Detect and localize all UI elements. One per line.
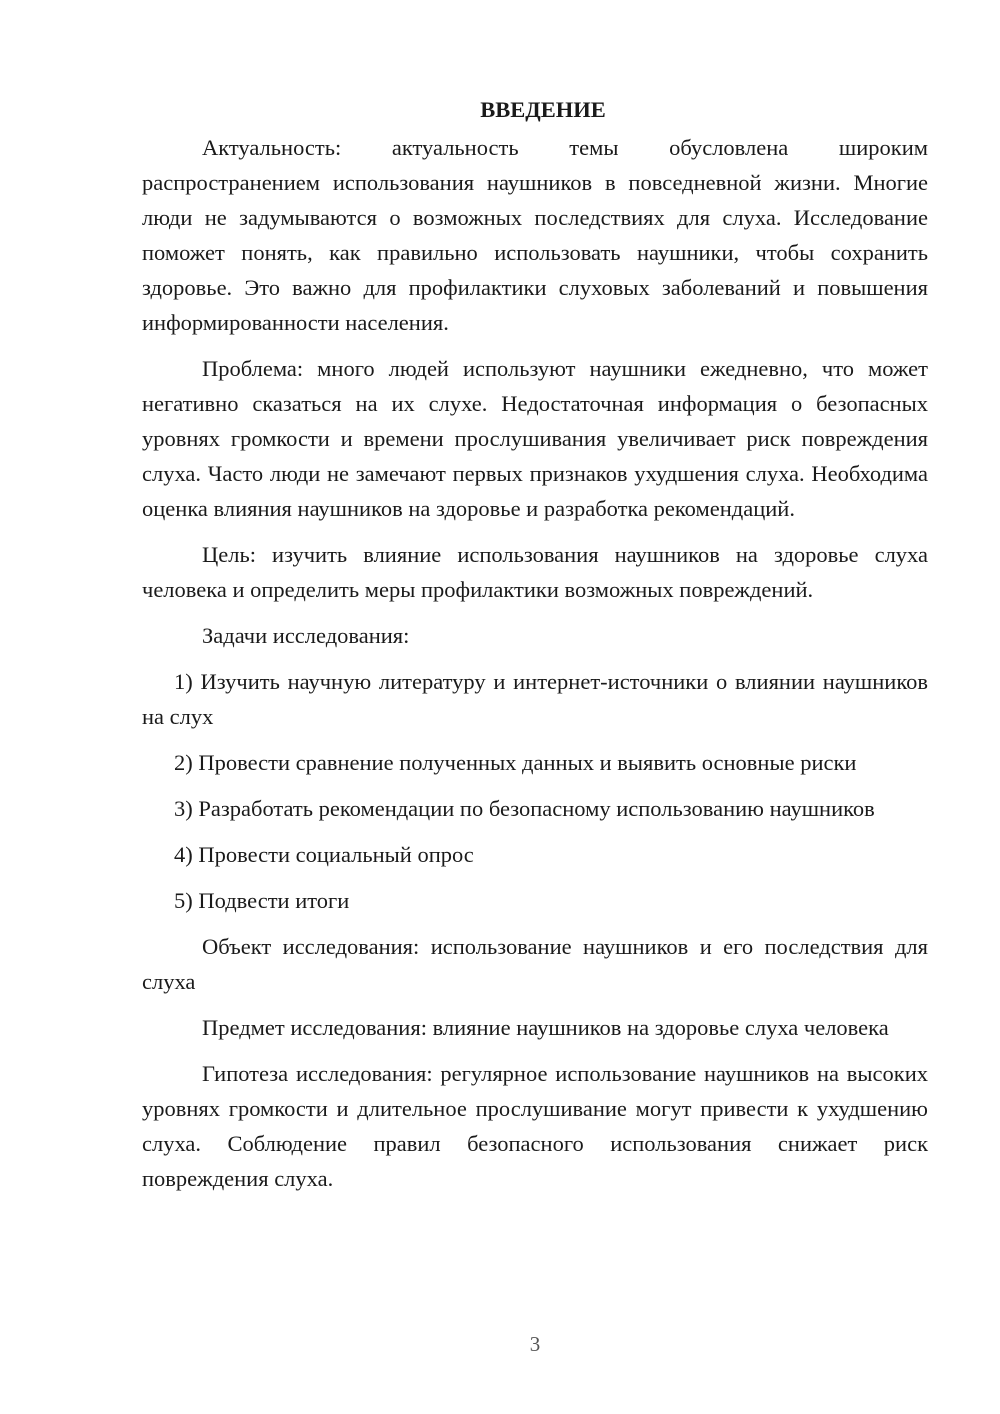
- relevance-paragraph: Актуальность: актуальность темы обусловлена широким распространением использования наушников в повседневной жизни. Многие люди не задумываются о возможных последствиях для слуха. Исследование поможет понять, как правильно использовать наушники, чтобы сохранить здоровье. Это важно для профилактики слуховых заболеваний и повышения информированности населения.: [142, 135, 928, 335]
- task-item-3: 3) Разработать рекомендации по безопасному использованию наушников: [174, 796, 875, 821]
- hypothesis-paragraph: Гипотеза исследования: регулярное использование наушников на высоких уровнях громкости и длительное прослушивание могут привести к ухудшению слуха. Соблюдение правил безопасного использования снижает риск повреждения слуха.: [142, 1061, 928, 1191]
- goal-paragraph: Цель: изучить влияние использования наушников на здоровье слуха человека и определить меры профилактики возможных повреждений.: [142, 542, 928, 602]
- task-item-1: 1) Изучить научную литературу и интернет-источники о влиянии наушников на слух: [142, 669, 928, 729]
- document-body: [142, 92, 928, 1207]
- task-item-5: 5) Подвести итоги: [174, 888, 350, 913]
- section-title: ВВЕДЕНИЕ: [480, 97, 606, 122]
- subject-paragraph: Предмет исследования: влияние наушников на здоровье слуха человека: [202, 1015, 889, 1040]
- problem-paragraph: Проблема: много людей используют наушники ежедневно, что может негативно сказаться на их слухе. Недостаточная информация о безопасных уровнях громкости и времени прослушивания увеличивает риск повреждения слуха. Часто люди не замечают первых признаков ухудшения слуха. Необходима оценка влияния наушников на здоровье и разработка рекомендаций.: [142, 356, 928, 521]
- task-item-4: 4) Провести социальный опрос: [174, 842, 474, 867]
- tasks-heading: Задачи исследования:: [202, 623, 410, 648]
- page-number: 3: [529, 1332, 541, 1356]
- task-item-2: 2) Провести сравнение полученных данных и выявить основные риски: [174, 750, 857, 775]
- object-paragraph: Объект исследования: использование наушников и его последствия для слуха: [142, 934, 928, 994]
